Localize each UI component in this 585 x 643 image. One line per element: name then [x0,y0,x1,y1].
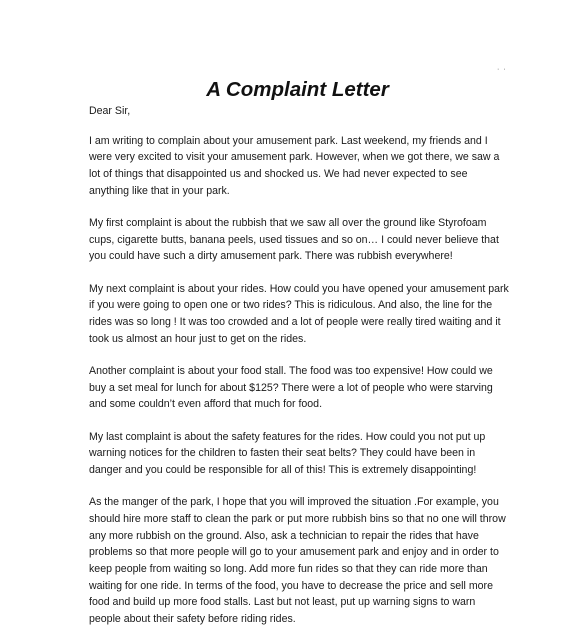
letter-paragraph-suggestions: As the manger of the park, I hope that you will improved the situation .For example, you should hire more staff to clean the park or put more rubbish bins so that no one will throw any more rubbish on the ground. Also, ask a technician to repair the rides that have problems so that more people will go to your amusement park and enjoy and in order to keep people from waiting so long. Add more fun rides so that they can ride more than waiting for one ride. In terms of the food, you have to decrease the price and sell more food and build up more food stalls. Last but not least, put up warning signs to warn people about their safety before riding rides. [89,496,506,626]
letter-paragraph-intro: I am writing to complain about your amusement park. Last weekend, my friends and I were very excited to visit your amusement park. However, when we got there, we saw a lot of things that disappointed us and shocked us. We had never expected to see anything like that in your park. [89,134,500,197]
letter-title: A Complaint Letter [206,78,389,101]
page-corner-mark: · · [497,66,507,73]
letter-paragraph-rubbish: My first complaint is about the rubbish that we saw all over the ground like Styrofoam cups, cigarette butts, banana peels, used tissues and so on… I could never believe that you could have such a dirty amusement park. There was rubbish everywhere! [89,217,499,263]
letter-body [89,103,509,643]
letter-paragraph-food: Another complaint is about your food stall. The food was too expensive! How could we buy a set meal for lunch for about $125? There were a lot of people who were starving and some couldn’t even afford that much for food. [89,364,493,411]
letter-paragraph-safety: My last complaint is about the safety features for the rides. How could you not put up warning notices for the children to fasten their seat belts? They could have been in danger and you could be responsible for all of this! This is extremely disappointing! [89,430,486,476]
letter-paragraph-rides: My next complaint is about your rides. How could you have opened your amusement park if you were going to open one or two rides? This is ridiculous. And also, the line for the rides was so long ! It was too crowded and a lot of people were really tired waiting and it took us almost an hour just to get on the rides. [89,282,509,345]
letter-salutation: Dear Sir, [89,105,131,117]
